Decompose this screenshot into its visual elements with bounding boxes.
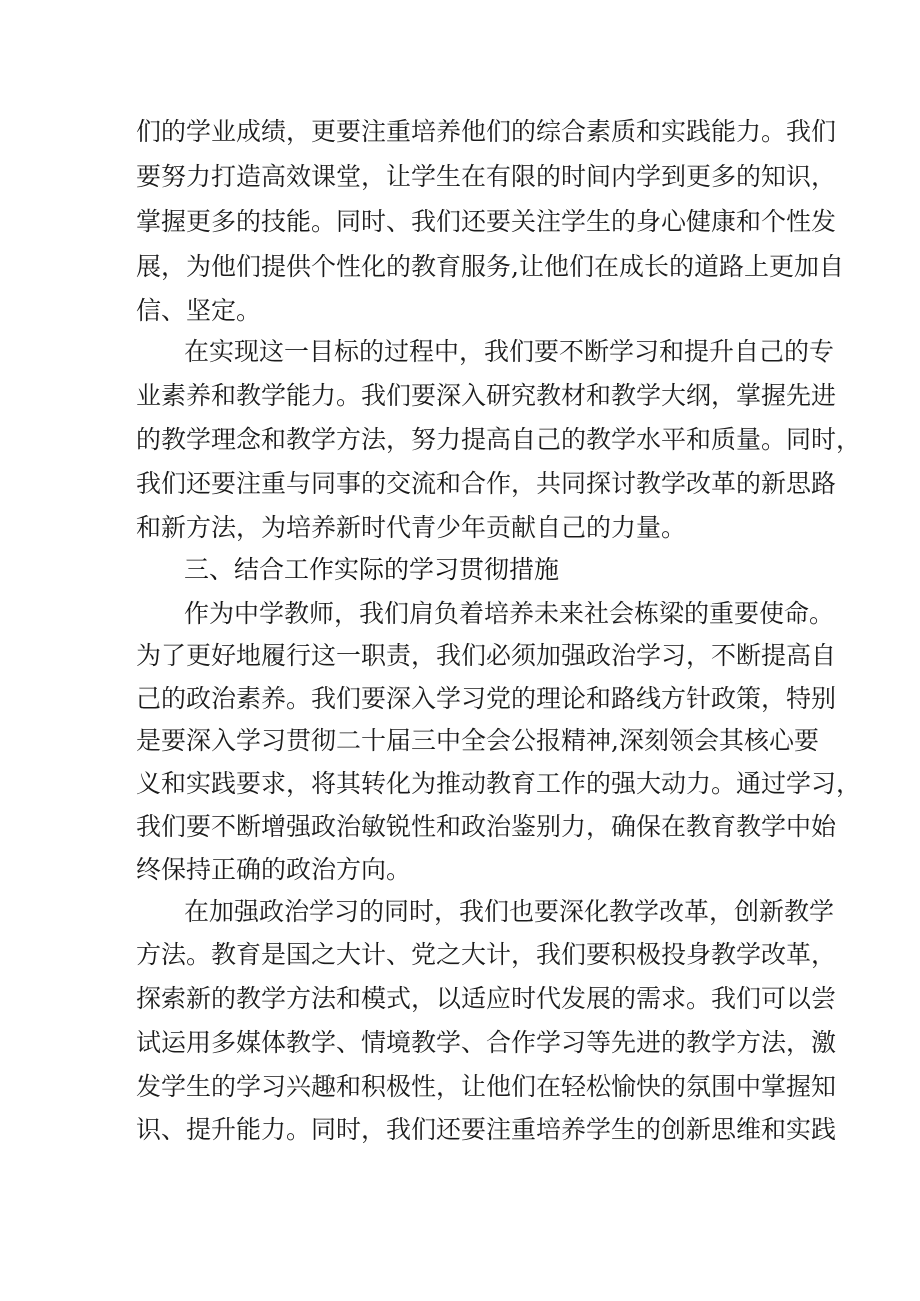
text-line: 作为中学教师，我们肩负着培养未来社会栋梁的重要使命。 [184, 599, 835, 628]
text-line: 己的政治素养。我们要深入学习党的理论和路线方针政策，特别 [136, 684, 837, 713]
text-line: 义和实践要求，将其转化为推动教育工作的强大动力。通过学习， [136, 769, 862, 798]
text-line: 掌握更多的技能。同时、我们还要关注学生的身心健康和个性发 [136, 207, 837, 236]
text-line: 方法。教育是国之大计、党之大计，我们要积极投身教学改革， [136, 940, 837, 969]
text-line: 和新方法，为培养新时代青少年贡献自己的力量。 [136, 513, 687, 542]
text-line: 探索新的教学方法和模式，以适应时代发展的需求。我们可以尝 [136, 984, 837, 1013]
text-line: 业素养和教学能力。我们要深入研究教材和教学大纲，掌握先进 [136, 381, 837, 410]
text-line: 终保持正确的政治方向。 [136, 855, 412, 884]
text-line: 要努力打造高效课堂，让学生在有限的时间内学到更多的知识， [136, 162, 837, 191]
text-line: 在实现这一目标的过程中，我们要不断学习和提升自己的专 [184, 337, 835, 366]
text-line: 的教学理念和教学方法，努力提高自己的教学水平和质量。同时， [136, 425, 862, 454]
text-line: 展，为他们提供个性化的教育服务,让他们在成长的道路上更加自 [136, 252, 844, 281]
text-line: 信、坚定。 [136, 296, 262, 325]
section-heading: 三、结合工作实际的学习贯彻措施 [184, 555, 560, 584]
text-line: 试运用多媒体教学、情境教学、合作学习等先进的教学方法，激 [136, 1028, 837, 1057]
text-line: 们的学业成绩，更要注重培养他们的综合素质和实践能力。我们 [136, 117, 837, 146]
text-line: 是要深入学习贯彻二十届三中全会公报精神,深刻领会其核心要 [136, 726, 819, 755]
text-line: 在加强政治学习的同时，我们也要深化教学改革，创新教学 [184, 897, 835, 926]
text-line: 识、提升能力。同时，我们还要注重培养学生的创新思维和实践 [136, 1115, 837, 1144]
text-line: 发学生的学习兴趣和积极性，让他们在轻松愉快的氛围中掌握知 [136, 1072, 837, 1101]
text-line: 我们还要注重与同事的交流和合作，共同探讨教学改革的新思路 [136, 469, 837, 498]
text-line: 为了更好地履行这一职责，我们必须加强政治学习，不断提高自 [136, 641, 837, 670]
text-line: 我们要不断增强政治敏锐性和政治鉴别力，确保在教育教学中始 [136, 812, 837, 841]
